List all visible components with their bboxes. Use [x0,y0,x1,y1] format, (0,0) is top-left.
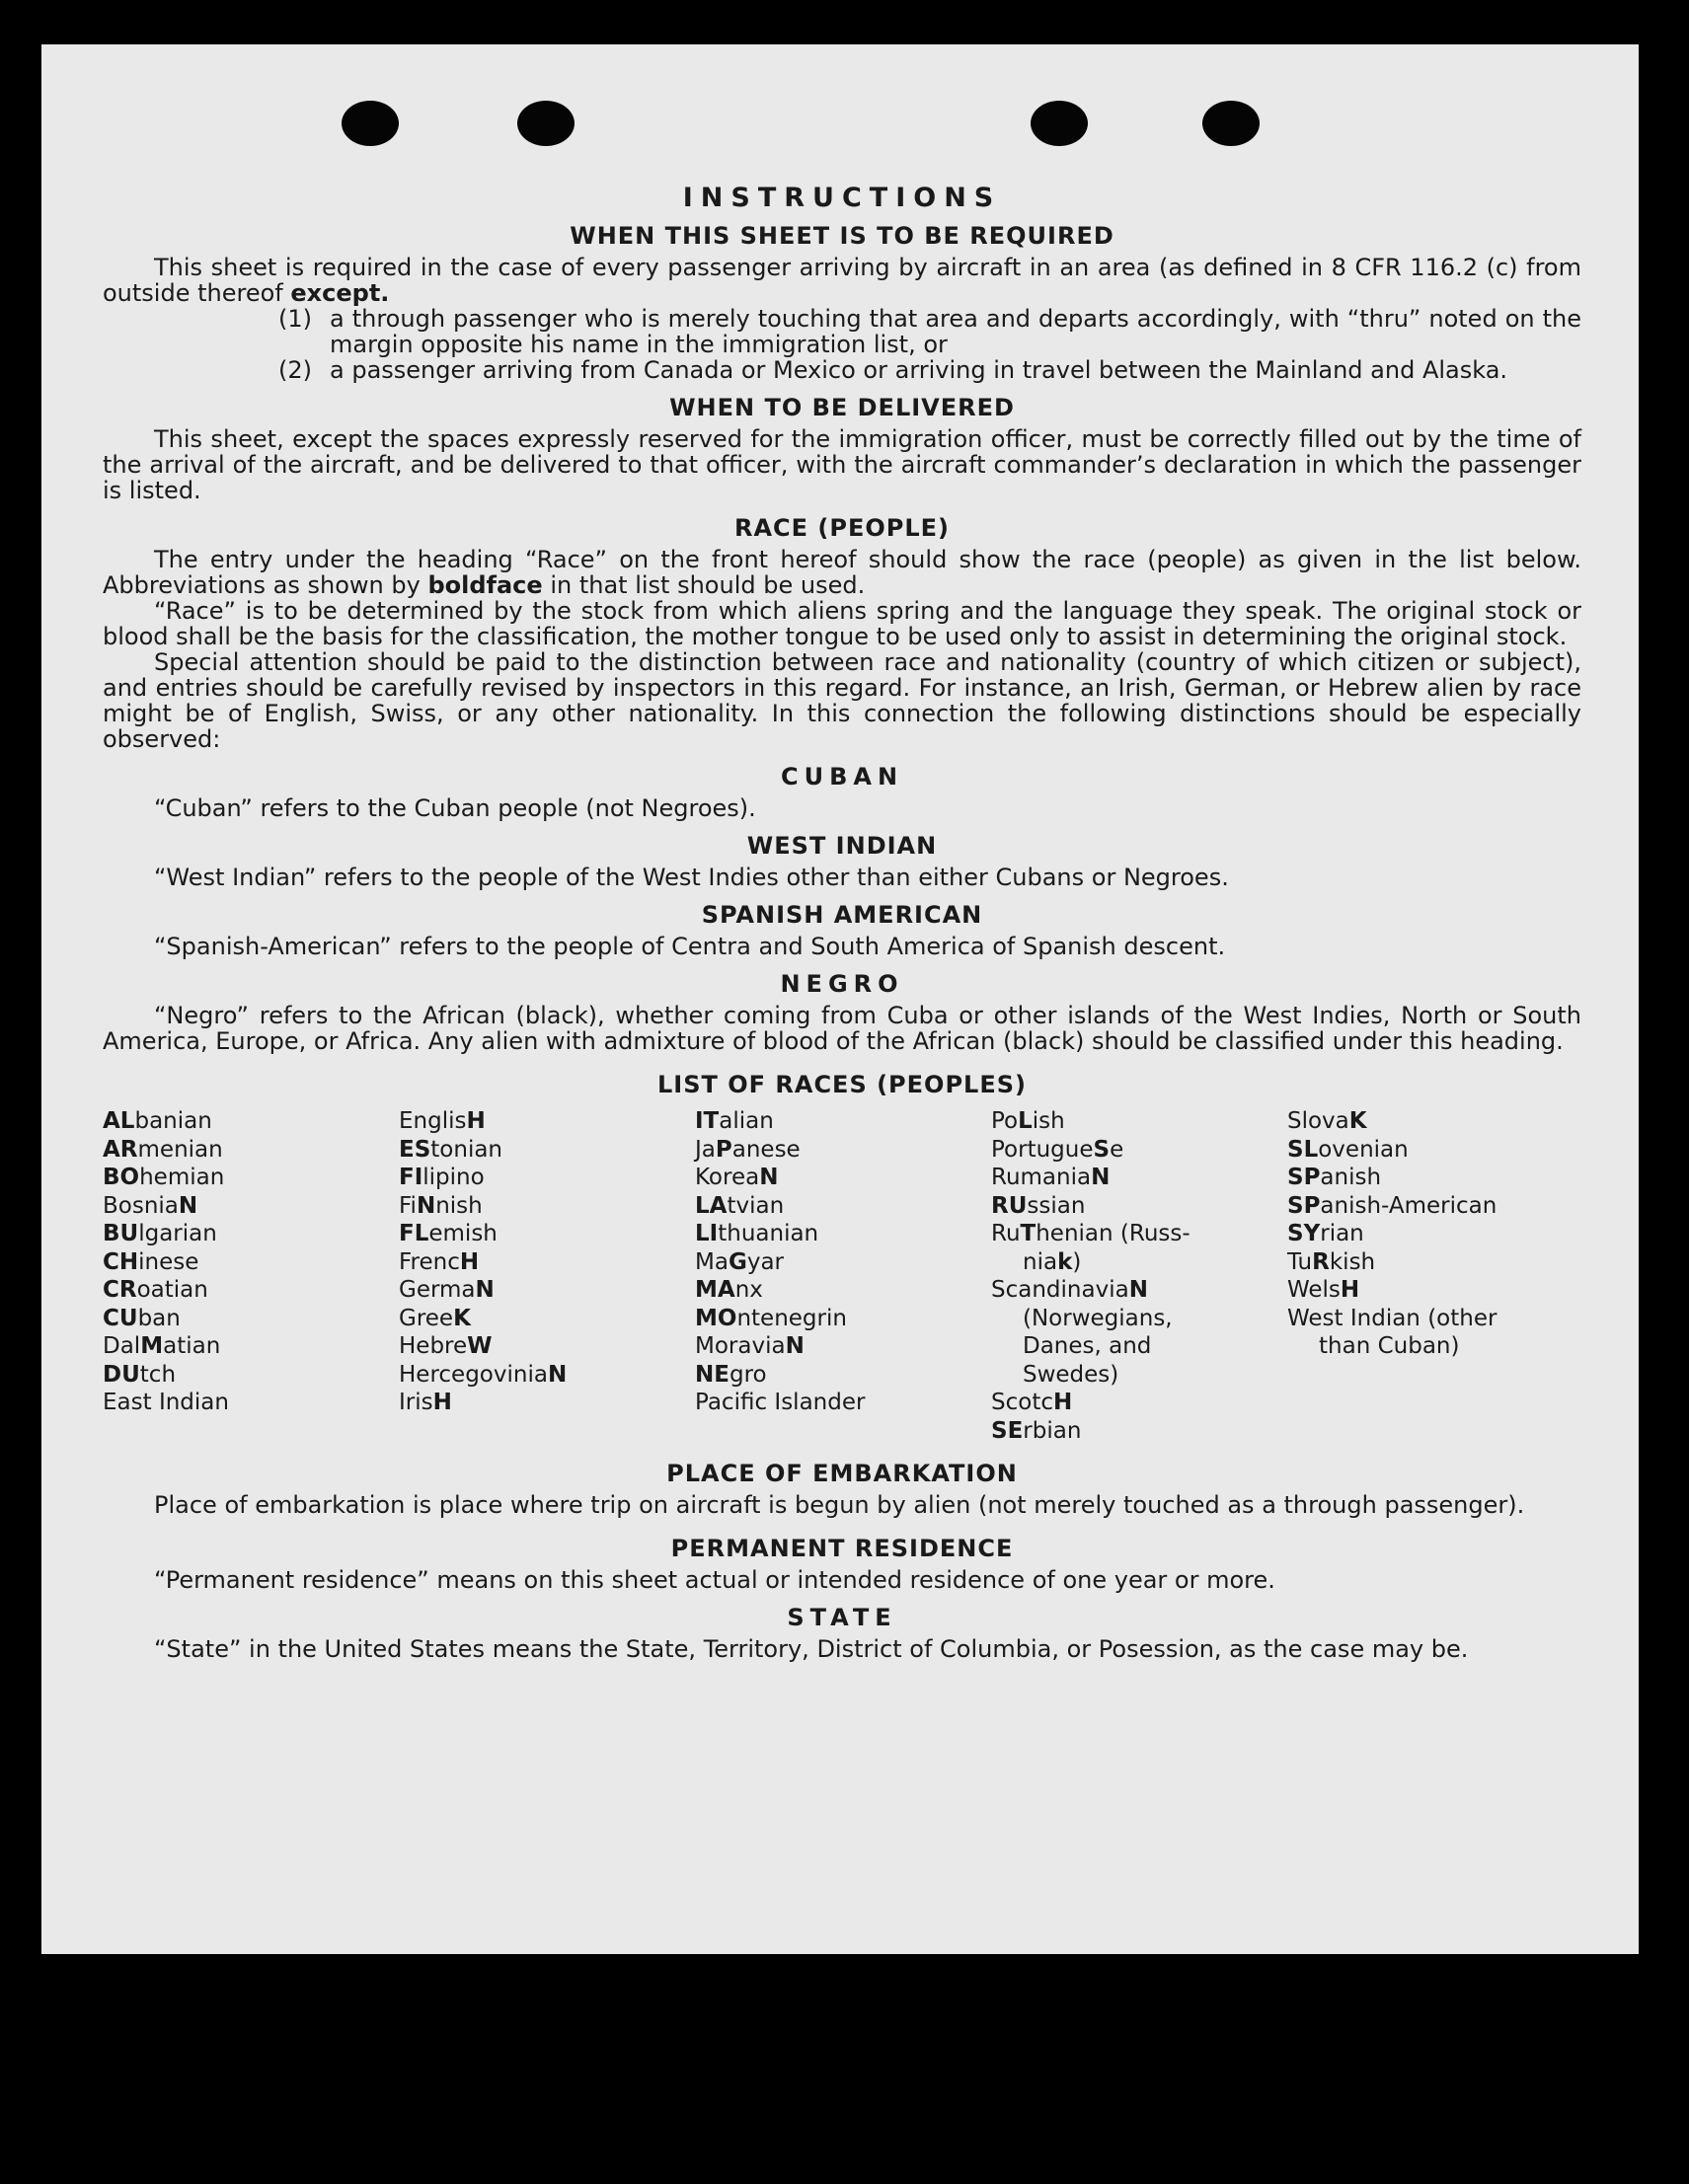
race-entry: TuRkish [1287,1248,1376,1275]
race-entry: RumaniaN [991,1165,1111,1190]
residence-text: “Permanent residence” means on this sheet actual or intended residence of one year or more. [154,1566,1275,1594]
race-column [695,1107,991,1445]
race-entry: GermaN [399,1277,495,1303]
race-entry: ALbanian [103,1108,212,1134]
race-entry: IrisH [399,1390,452,1415]
race-entry: CRoatian [103,1277,208,1303]
heading-race: RACE (PEOPLE) [733,514,951,542]
race-entry: MOntenegrin [695,1305,847,1331]
race-entry: Swedes) [1023,1361,1119,1388]
race-entry: SErbian [991,1417,1082,1444]
race-entry: FIlipino [399,1165,485,1190]
race-column [103,1107,399,1445]
race-entry: SPanish [1287,1165,1382,1190]
race-entry: PoLish [991,1108,1065,1134]
race-entry: MoraviaN [695,1333,805,1359]
race-entry: FiNnish [399,1192,483,1219]
race-entry: HebreW [399,1333,493,1359]
heading-cuban: CUBAN [780,763,904,791]
race-entry: EStonian [399,1136,503,1163]
west-indian-text: “West Indian” refers to the people of the West Indies other than either Cubans or Negroes. [154,864,1229,891]
race-entry: (Norwegians, [1023,1305,1173,1331]
race-entry: FLemish [399,1221,498,1246]
race-paragraph: “Race” is to be determined by the stock from which aliens spring and the language they speak. The original stock or blood shall be the basis for the classification, the mother tongue to be used only to assist in determining the original stock. [103,597,1581,650]
race-entry: GreeK [399,1305,471,1331]
race-entry: niak) [1023,1248,1082,1275]
race-entry: CUban [103,1305,181,1331]
race-list [103,1107,1581,1445]
race-entry: DalMatian [103,1333,221,1359]
heading-negro: NEGRO [780,970,904,998]
race-entry: East Indian [103,1390,229,1415]
negro-text: “Negro” refers to the African (black), whether coming from Cuba or other islands of the West Indies, North or South America, Europe, or Africa. Any alien with admixture of blood of the African (black) should be classified under this heading. [103,1002,1581,1055]
race-paragraph: The entry under the heading “Race” on the front hereof should show the race (people) as given in the list below. Abbreviations as shown by boldface in that list should be used. [103,546,1581,599]
race-entry: than Cuban) [1319,1333,1460,1359]
race-entry: SLovenian [1287,1136,1409,1163]
heading-when-required: WHEN THIS SHEET IS TO BE REQUIRED [570,222,1114,250]
race-entry: HercegoviniaN [399,1361,568,1388]
state-text: “State” in the United States means the State, Territory, District of Columbia, or Posession, as the case may be. [154,1635,1469,1663]
race-entry: SYrian [1287,1221,1364,1246]
race-entry: FrencH [399,1248,480,1275]
race-entry: PortugueSe [991,1136,1124,1163]
instructions-content [103,138,1581,1662]
race-entry: ITalian [695,1108,774,1134]
heading-spanish-american: SPANISH AMERICAN [701,901,983,929]
heading-when-delivered: WHEN TO BE DELIVERED [669,394,1015,421]
race-column [399,1107,695,1445]
race-entry: SPanish-American [1287,1192,1497,1219]
race-entry: KoreaN [695,1165,779,1190]
race-entry: NEgro [695,1361,767,1388]
page-title: INSTRUCTIONS [682,183,1002,213]
cuban-text: “Cuban” refers to the Cuban people (not Negroes). [154,794,756,822]
race-entry: Danes, and [1023,1333,1152,1359]
race-entry: BUlgarian [103,1221,217,1246]
race-entry: ScotcH [991,1390,1073,1415]
heading-residence: PERMANENT RESIDENCE [670,1535,1014,1562]
race-entry: LAtvian [695,1192,785,1219]
race-entry: ScandinaviaN [991,1277,1148,1303]
heading-embarkation: PLACE OF EMBARKATION [666,1460,1018,1487]
race-entry: LIthuanian [695,1221,819,1246]
when-delivered-text: This sheet, except the spaces expressly reserved for the immigration officer, must be correctly filled out by the time of the arrival of the aircraft, and be delivered to that officer, with the aircraft commander’s declaration in which the passenger is listed. [103,425,1581,504]
race-entry: MaGyar [695,1248,785,1275]
exception-item: (2) a passenger arriving from Canada or Mexico or arriving in travel between the Mainland and Alaska. [278,356,1508,384]
exception-item: (1) a through passenger who is merely touching that area and departs accordingly, with “thru” noted on the margin opposite his name in the immigration list, or [278,305,1581,358]
race-column [1287,1107,1583,1445]
race-entry: SlovaK [1287,1108,1367,1134]
embarkation-text: Place of embarkation is place where trip on aircraft is begun by alien (not merely touched as a through passenger). [154,1491,1525,1519]
race-paragraph: Special attention should be paid to the distinction between race and nationality (country of which citizen or subject), and entries should be carefully revised by inspectors in this regard. For instance, an Irish, German, or Hebrew alien by race might be of English, Swiss, or any other nationality. In this connection the following distinctions should be especially observed: [103,648,1581,753]
race-entry: BosniaN [103,1192,198,1219]
heading-list-of-races: LIST OF RACES (PEOPLES) [657,1071,1027,1098]
race-entry: BOhemian [103,1165,225,1190]
spanish-american-text: “Spanish-American” refers to the people of Centra and South America of Spanish descent. [154,933,1226,960]
heading-state: STATE [787,1604,897,1631]
race-entry: DUtch [103,1361,177,1388]
race-entry: MAnx [695,1277,763,1303]
race-entry: JaPanese [695,1136,801,1163]
when-required-intro: This sheet is required in the case of every passenger arriving by aircraft in an area (as defined in 8 CFR 116.2 (c) from outside thereof except. [103,254,1581,307]
race-entry: RuThenian (Russ- [991,1221,1190,1246]
race-entry: EnglisH [399,1108,486,1134]
race-entry: ARmenian [103,1136,223,1163]
race-entry: West Indian (other [1287,1305,1497,1331]
race-column [991,1107,1287,1445]
race-entry: Pacific Islander [695,1390,866,1415]
heading-west-indian: WEST INDIAN [746,832,938,860]
race-entry: RUssian [991,1192,1086,1219]
race-entry: CHinese [103,1248,199,1275]
race-entry: WelsH [1287,1277,1360,1303]
